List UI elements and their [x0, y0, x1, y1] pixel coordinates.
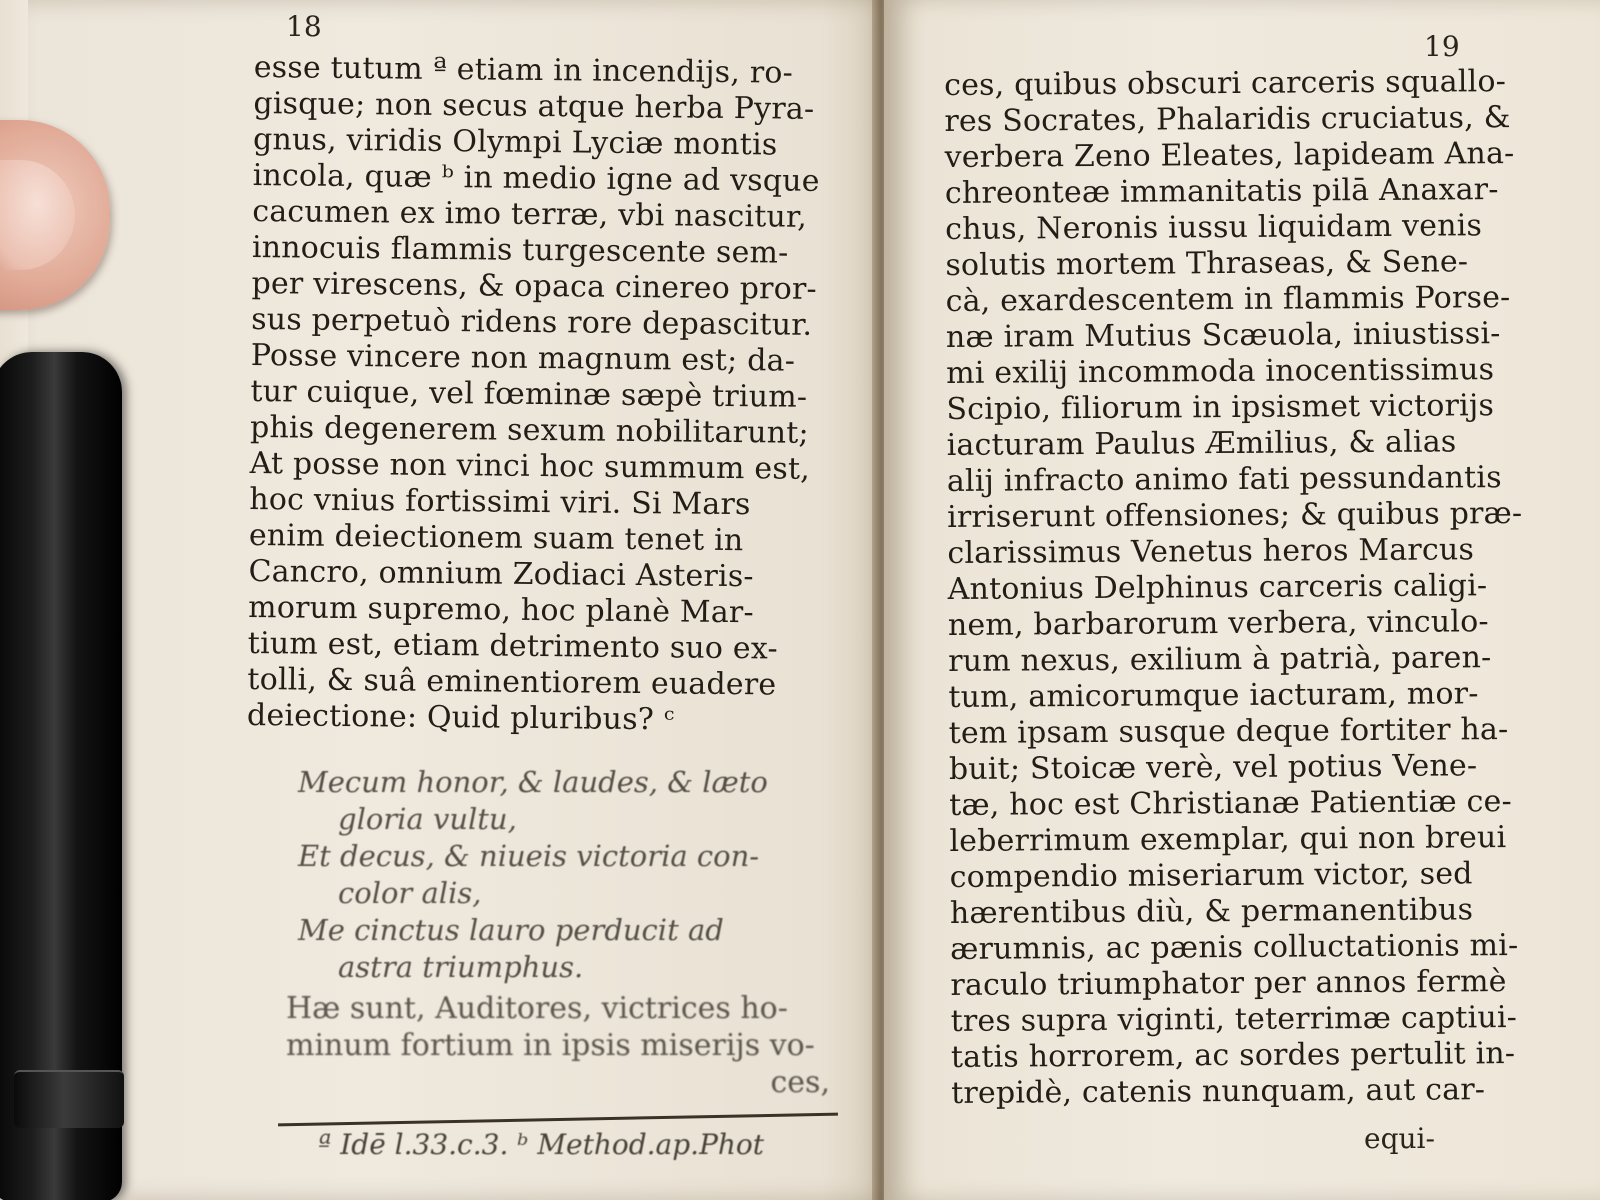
text-line: chus, Neronis iussu liquidam venis	[945, 208, 1483, 247]
text-line: mi exilij incommoda inocentissimus	[946, 352, 1495, 391]
left-page-closing-paragraph	[286, 990, 856, 1101]
text-line: tum, amicorumque iacturam, mor-	[948, 676, 1479, 715]
left-page	[28, 0, 890, 1200]
text-line: Antonius Delphinus carceris caligi-	[947, 568, 1488, 607]
text-line: alij infracto animo fati pessundantis	[946, 460, 1502, 499]
verse-line: Me cinctus lauro perducit ad	[298, 913, 724, 947]
verse-line: astra triumphus.	[338, 950, 584, 984]
text-line: iacturam Paulus Æmilius, & alias	[946, 424, 1457, 463]
verse-line: gloria vultu,	[338, 802, 517, 836]
catchword: equi-	[1364, 1122, 1435, 1155]
text-line: gnus, viridis Olympi Lyciæ montis	[252, 121, 778, 163]
text-line: tur cuique, vel fœminæ sæpè trium-	[250, 373, 808, 415]
text-line: verbera Zeno Eleates, lapideam Ana-	[944, 136, 1515, 175]
text-line: leberrimum exemplar, qui non breui	[949, 820, 1507, 859]
text-line: solutis mortem Thraseas, & Sene-	[945, 244, 1469, 283]
text-line: næ iram Mutius Scæuola, iniustissi-	[945, 316, 1501, 355]
text-line: per virescens, & opaca cinereo pror-	[251, 265, 817, 307]
text-line: ces, quibus obscuri carceris squallo-	[944, 64, 1507, 103]
verse-line: color alis,	[338, 876, 482, 910]
text-line: tæ, hoc est Christianæ Patientiæ ce-	[949, 784, 1512, 823]
text-line: Posse vincere non magnum est; da-	[250, 337, 796, 379]
text-line: minum fortium in ipsis miserijs vo-	[286, 1028, 815, 1063]
text-line: raculo triumphator per annos fermè	[950, 964, 1507, 1003]
text-line: phis degenerem sexum nobilitarunt;	[249, 409, 809, 451]
text-line: nem, barbarorum verbera, vinculo-	[947, 604, 1489, 643]
footnote: ª Idē l.33.c.3. ᵇ Method.ap.Phot	[318, 1128, 765, 1161]
text-line: gisque; non secus atque herba Pyra-	[253, 85, 815, 127]
text-line: tem ipsam susque deque fortiter ha-	[948, 712, 1509, 751]
text-line: hoc vnius fortissimi viri. Si Mars	[249, 481, 751, 523]
fingernail	[0, 160, 75, 270]
text-line: cacumen ex imo terræ, vbi nascitur,	[252, 193, 808, 235]
text-line: esse tutum ª etiam in incendijs, ro-	[253, 50, 794, 91]
text-line: tatis horrorem, ac sordes pertulit in-	[950, 1036, 1516, 1075]
verse-line: Mecum honor, & laudes, & læto	[298, 765, 768, 799]
text-line: ærumnis, ac pænis colluctationis mi-	[950, 928, 1519, 967]
right-page-number: 19	[1424, 30, 1460, 63]
left-page-number: 18	[286, 10, 322, 43]
text-line: buit; Stoicæ verè, vel potius Vene-	[948, 748, 1478, 787]
footnote-rule	[278, 1113, 838, 1127]
text-line: irriserunt offensiones; & quibus præ-	[947, 495, 1523, 535]
text-line: rum nexus, exilium à patrià, paren-	[948, 640, 1492, 679]
text-line: tres supra viginti, teterrimæ captiui-	[950, 1000, 1518, 1039]
text-line: Hæ sunt, Auditores, victrices ho-	[286, 991, 788, 1026]
text-line: tium est, etiam detrimento suo ex-	[247, 625, 778, 667]
right-page-body	[944, 64, 1551, 1112]
text-line: chreonteæ immanitatis pilā Anaxar-	[944, 172, 1499, 211]
text-line: enim deiectionem suam tenet in	[248, 517, 744, 559]
text-line: Scipio, filiorum in ipsismet victorijs	[946, 388, 1495, 427]
text-line: deiectione: Quid pluribus? ᶜ	[246, 697, 675, 738]
text-line: trepidè, catenis nunquam, aut car-	[951, 1072, 1486, 1111]
text-line: res Socrates, Phalaridis cruciatus, &	[944, 100, 1511, 139]
text-line: clarissimus Venetus heros Marcus	[947, 532, 1475, 571]
text-line: Cancro, omnium Zodiaci Asteris-	[248, 553, 754, 595]
catchword: ces,	[770, 1065, 830, 1100]
text-line: hærentibus diù, & permanentibus	[949, 892, 1474, 931]
text-line: sus perpetuò ridens rore depascitur.	[250, 301, 813, 343]
right-page	[884, 0, 1600, 1200]
text-line: innocuis flammis turgescente sem-	[251, 229, 789, 271]
text-line: incola, quæ ᵇ in medio igne ad vsque	[252, 157, 820, 199]
left-page-body	[247, 50, 854, 740]
text-line: At posse non vinci hoc summum est,	[249, 445, 811, 487]
text-line: compendio miseriarum victor, sed	[949, 856, 1473, 895]
text-line: tolli, & suâ eminentiorem euadere	[247, 661, 777, 703]
verse-quotation	[298, 764, 858, 986]
text-line: morum supremo, hoc planè Mar-	[247, 589, 754, 631]
text-line: cà, exardescentem in flammis Porse-	[945, 280, 1511, 319]
verse-line: Et decus, & niueis victoria con-	[298, 839, 760, 873]
pen-cap	[14, 1070, 124, 1128]
